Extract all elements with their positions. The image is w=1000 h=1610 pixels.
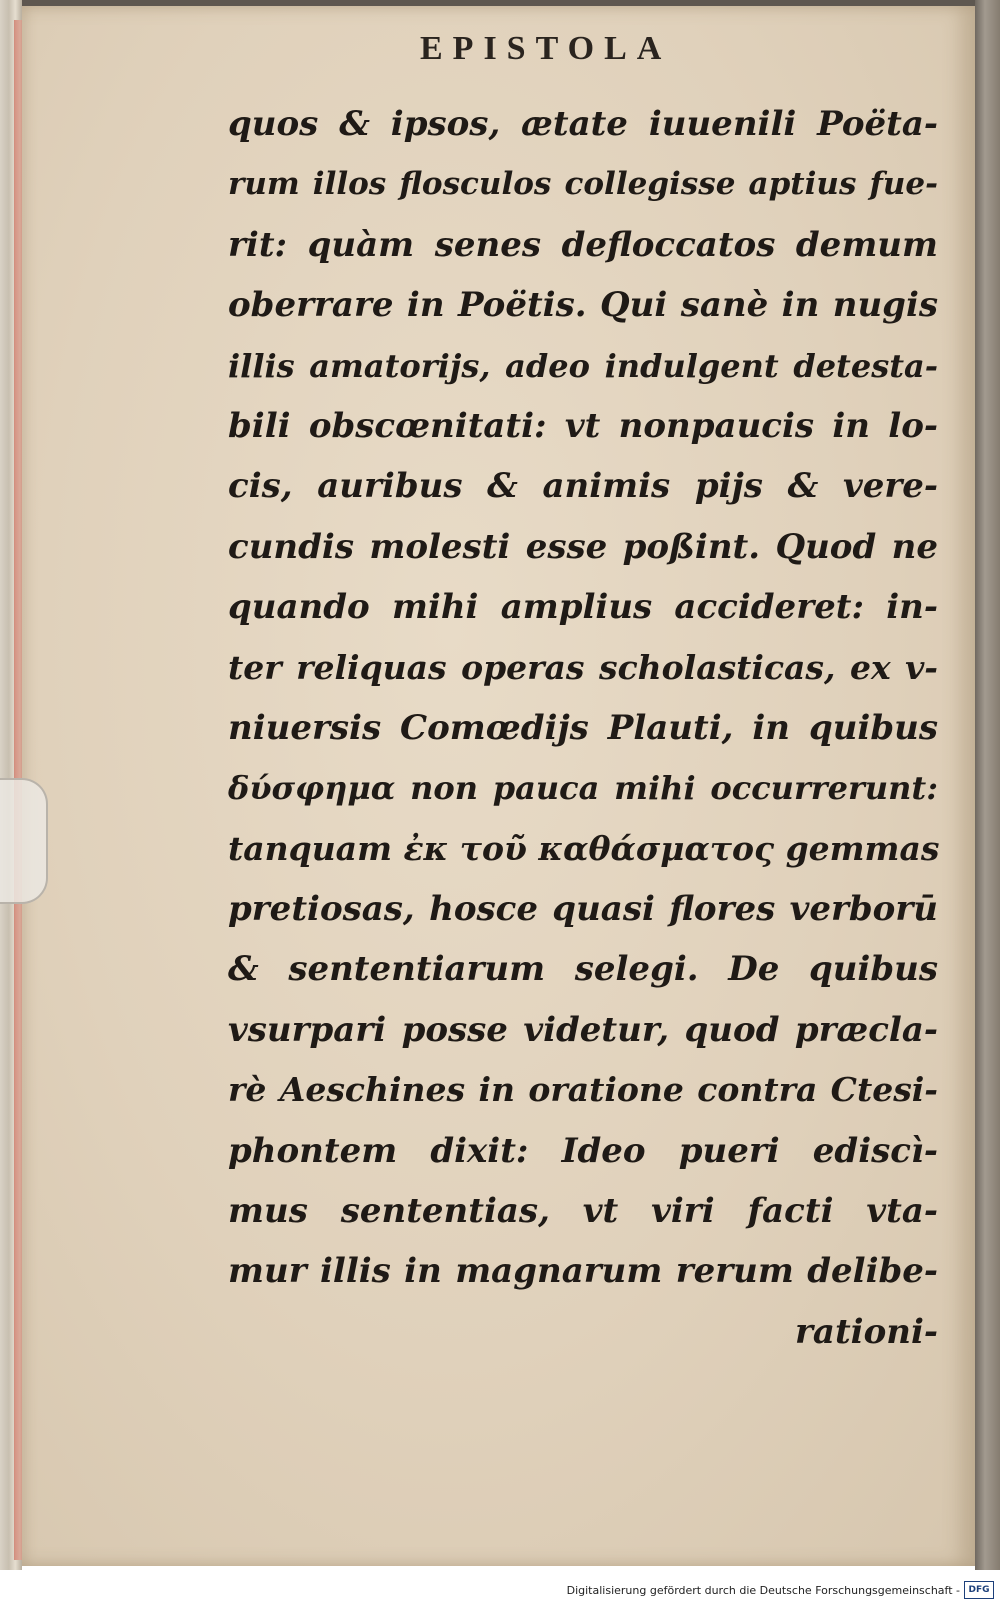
text-line: rè Aeschines in oratione contra Ctesi- bbox=[228, 1070, 938, 1110]
text-line: illis amatorijs, adeo indulgent detesta- bbox=[228, 346, 938, 385]
text-line: oberrare in Poëtis. Qui sanè in nugis bbox=[228, 285, 938, 326]
body-text bbox=[228, 94, 938, 1362]
text-line: vsurpari posse videtur, quod præcla- bbox=[228, 1009, 938, 1050]
text-line: & sententiarum selegi. De quibus bbox=[228, 949, 938, 990]
text-line: rit: quàm senes defloccatos demum bbox=[228, 224, 938, 265]
footer-bar bbox=[0, 1570, 1000, 1610]
text-line: δύσφημα non pauca mihi occurrerunt: bbox=[228, 769, 938, 808]
text-line: bili obscœnitati: vt nonpaucis in lo- bbox=[228, 405, 938, 446]
running-head: EPISTOLA bbox=[420, 30, 672, 67]
text-line: mus sententias, vt viri facti vta- bbox=[228, 1191, 938, 1232]
text-line: pretiosas, hosce quasi flores verborū bbox=[228, 889, 938, 930]
footer-credit: Digitalisierung gefördert durch die Deutsche Forschungsgemeinschaft - bbox=[566, 1584, 960, 1597]
text-line: quando mihi amplius accideret: in- bbox=[228, 587, 938, 628]
text-line: cundis molesti esse poßint. Quod ne bbox=[228, 526, 938, 567]
text-line: phontem dixit: Ideo pueri ediscì- bbox=[228, 1130, 938, 1171]
text-line: niuersis Comœdijs Plauti, in quibus bbox=[228, 707, 938, 748]
page-clip bbox=[0, 778, 48, 904]
dfg-logo: DFG bbox=[964, 1581, 994, 1599]
catchword-line: rationi- bbox=[795, 1311, 938, 1352]
text-line: quos & ipsos, ætate iuuenili Poëta- bbox=[228, 104, 938, 144]
text-line: ter reliquas operas scholasticas, ex v- bbox=[228, 647, 938, 687]
text-line: mur illis in magnarum rerum delibe- bbox=[228, 1251, 938, 1292]
text-line: tanquam ἐκ τοῦ καθάσματος gemmas bbox=[228, 828, 940, 868]
text-line: rum illos flosculos collegisse aptius fue- bbox=[228, 166, 938, 203]
book-edge-right bbox=[975, 0, 1000, 1570]
text-line: cis, auribus & animis pijs & vere- bbox=[228, 466, 938, 507]
